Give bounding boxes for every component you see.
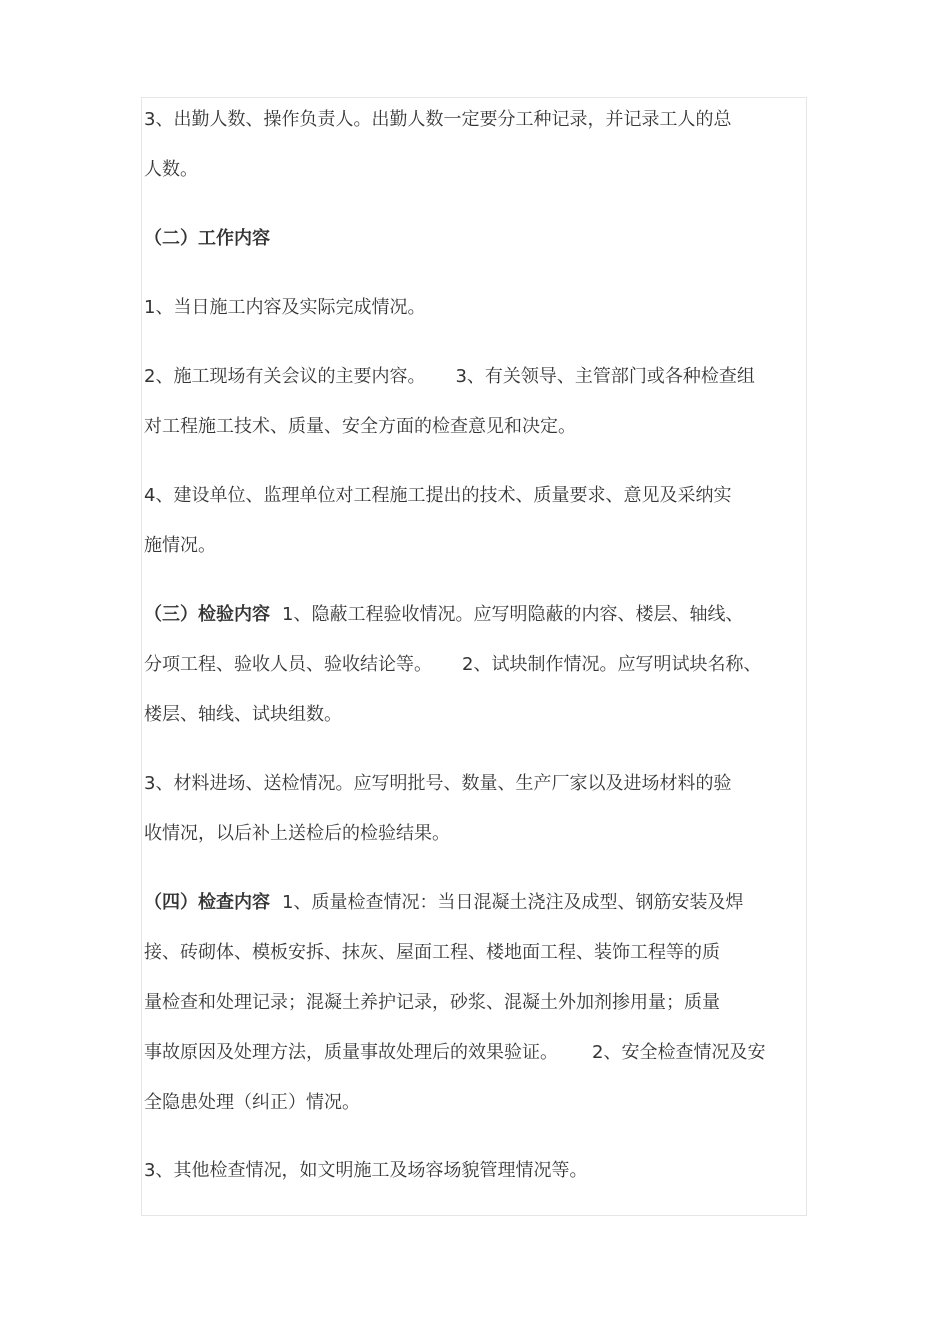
section-heading: （三）检验内容 [144,604,270,625]
paragraph-line: 3、出勤人数、操作负责人。出勤人数一定要分工种记录，并记录工人的总 [144,109,732,130]
paragraph-line: 对工程施工技术、质量、安全方面的检查意见和决定。 [144,416,576,437]
section-heading: （四）检查内容 [144,892,270,913]
paragraph-line: （三）检验内容 1、隐蔽工程验收情况。应写明隐蔽的内容、楼层、轴线、 [144,604,744,625]
paragraph-line: 人数。 [144,159,198,180]
paragraph-line: 接、砖砌体、模板安拆、抹灰、屋面工程、楼地面工程、装饰工程等的质 [144,942,720,963]
paragraph-line: 施情况。 [144,535,216,556]
paragraph-line: 事故原因及处理方法，质量事故处理后的效果验证。 2、安全检查情况及安 [144,1042,766,1063]
paragraph-line: （四）检查内容 1、质量检查情况：当日混凝土浇注及成型、钢筋安装及焊 [144,892,744,913]
paragraph-line: 3、材料进场、送检情况。应写明批号、数量、生产厂家以及进场材料的验 [144,773,732,794]
paragraph-line: 1、当日施工内容及实际完成情况。 [144,297,426,318]
paragraph-line: 收情况，以后补上送检后的检验结果。 [144,823,450,844]
section-heading: （二）工作内容 [144,228,270,249]
paragraph-line: 全隐患处理（纠正）情况。 [144,1092,360,1113]
paragraph-line: 4、建设单位、监理单位对工程施工提出的技术、质量要求、意见及采纳实 [144,485,732,506]
paragraph-line: 楼层、轴线、试块组数。 [144,704,342,725]
paragraph-line: 分项工程、验收人员、验收结论等。 2、试块制作情况。应写明试块名称、 [144,654,762,675]
paragraph-line: 2、施工现场有关会议的主要内容。 3、有关领导、主管部门或各种检查组 [144,366,755,387]
paragraph-line: 量检查和处理记录；混凝土养护记录，砂浆、混凝土外加剂掺用量；质量 [144,992,720,1013]
paragraph-line: 3、其他检查情况，如文明施工及场容场貌管理情况等。 [144,1160,588,1181]
